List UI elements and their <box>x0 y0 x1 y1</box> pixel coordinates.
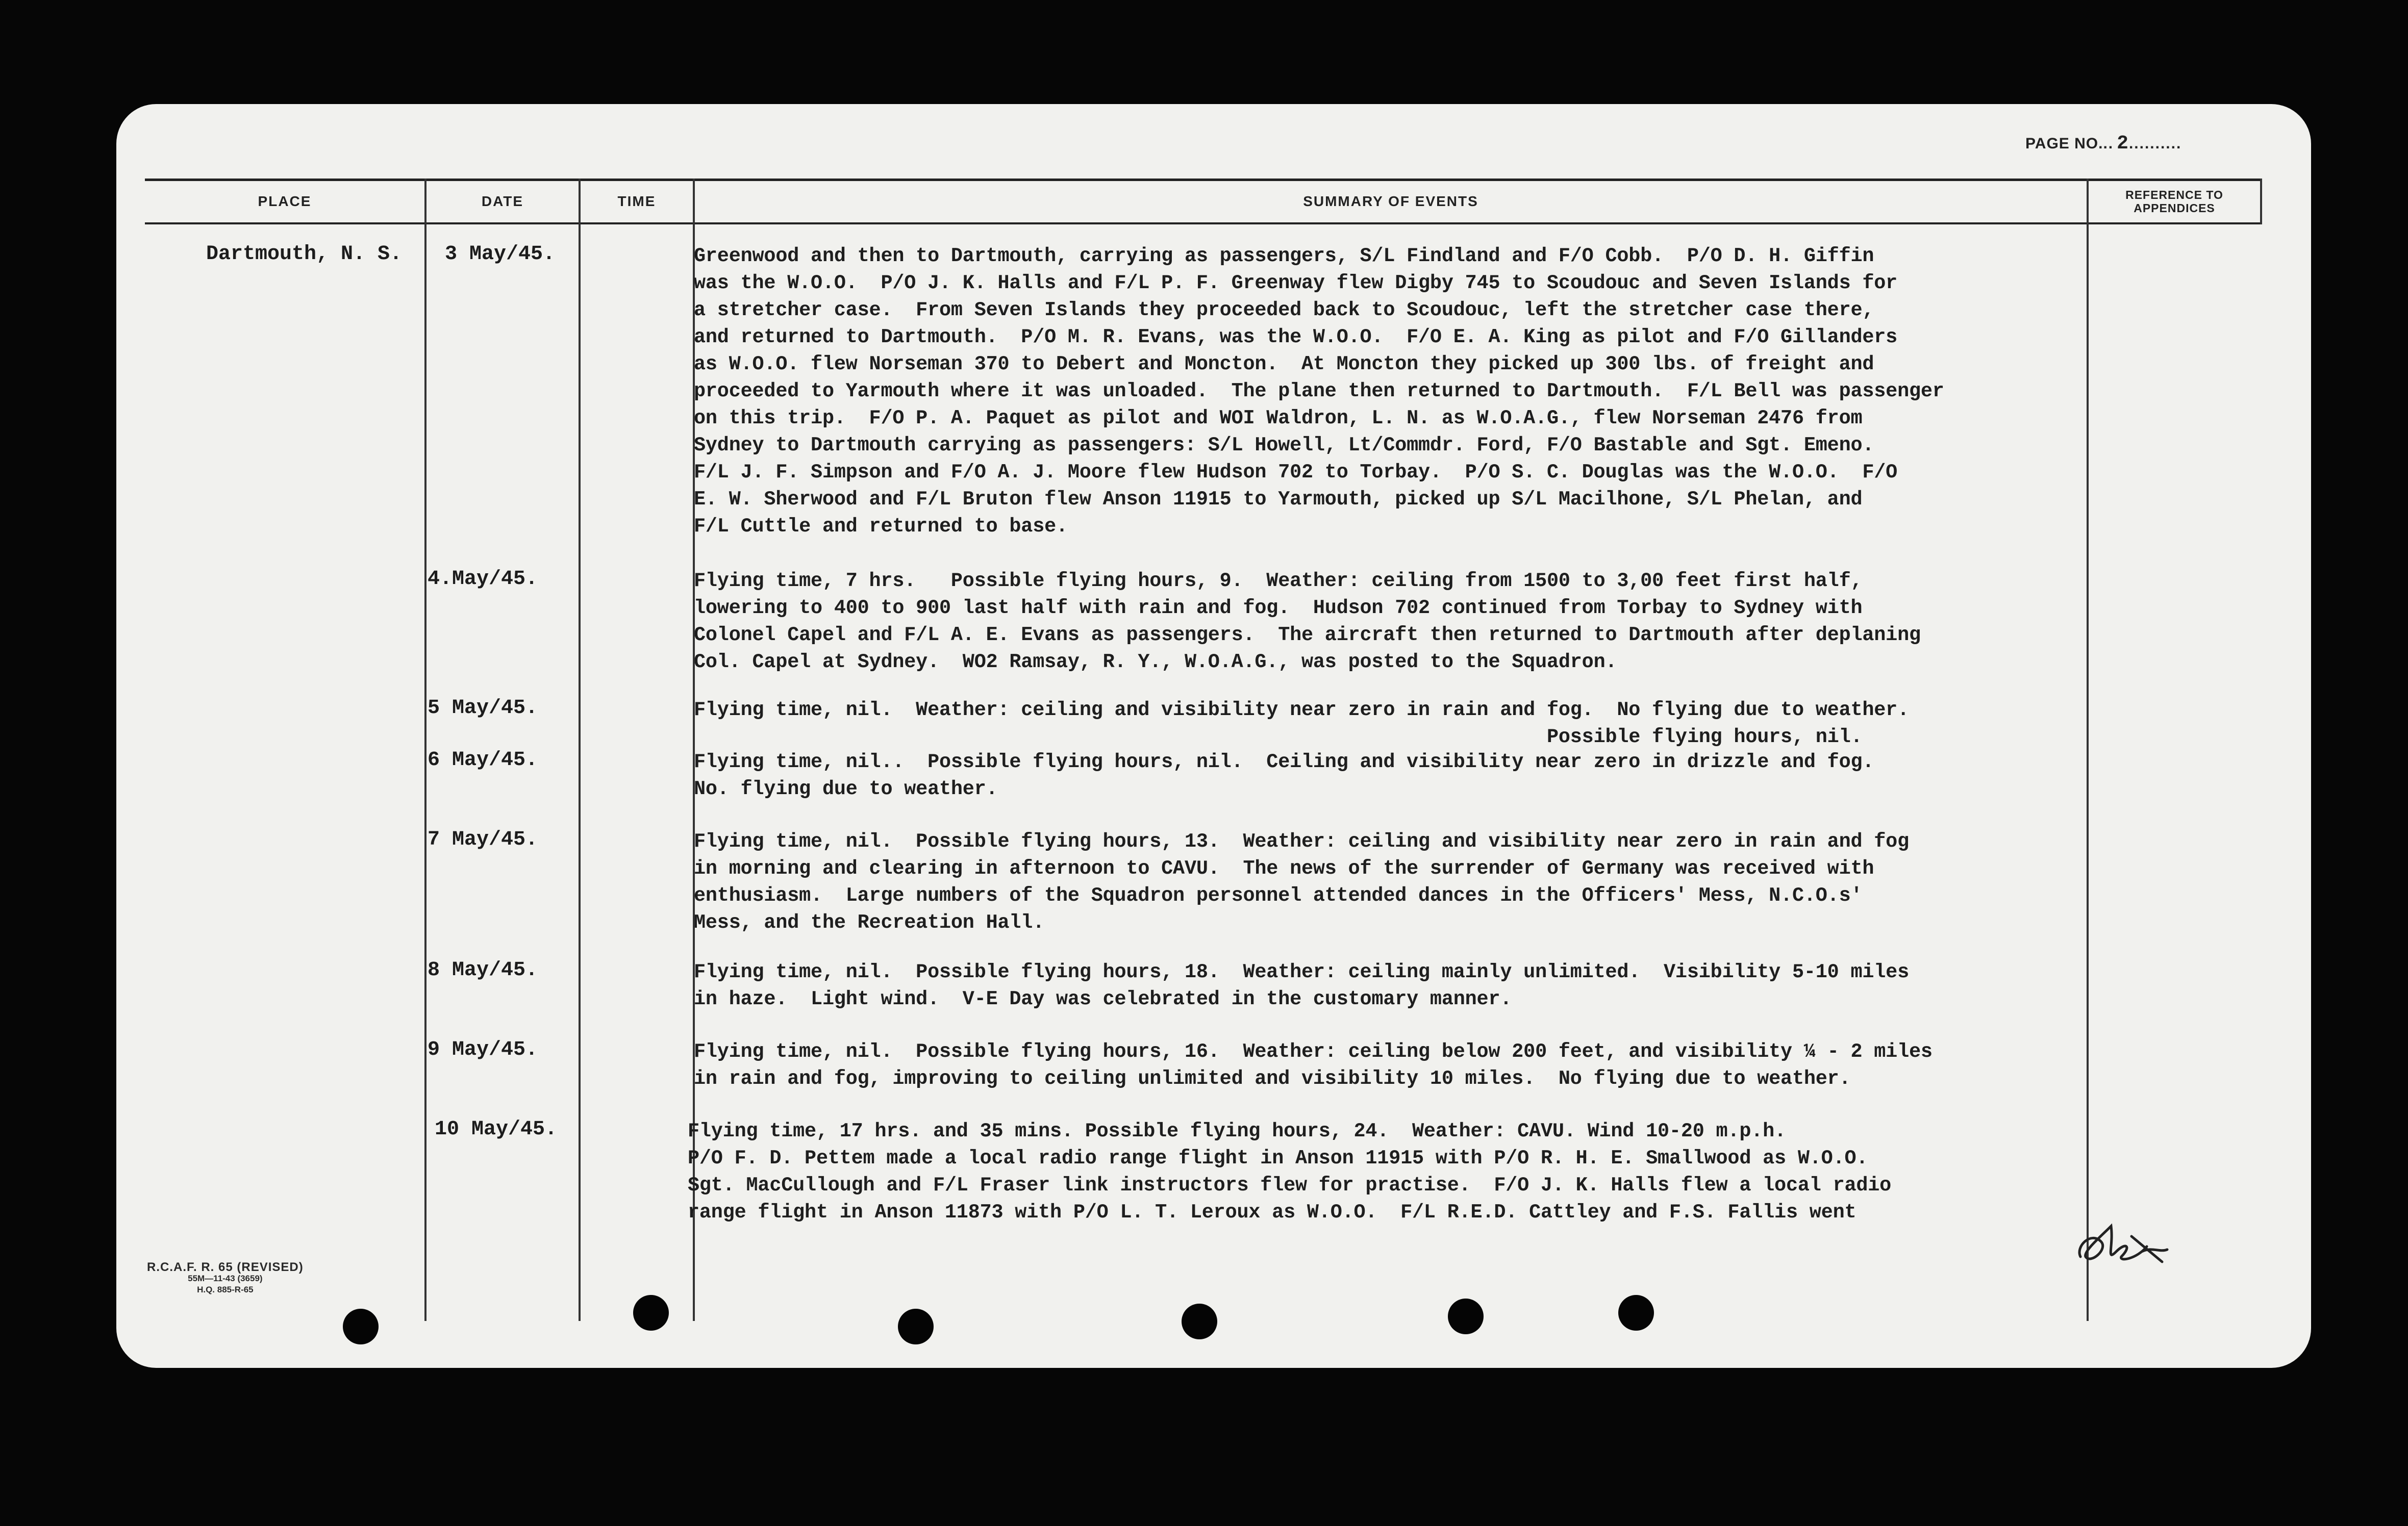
entry-summary: Flying time, nil. Weather: ceiling and visibility near zero in rain and fog. No flying due to weather. Possible flying hours, nil. <box>694 699 1909 748</box>
entry-date: 7 May/45. <box>428 828 538 851</box>
entry-summary: Flying time, 7 hrs. Possible flying hours, 9. Weather: ceiling from 1500 to 3,00 feet first half, lowering to 400 to 900 last half with rain and fog. Hudson 702 continued from Torbay to Sydney with Colonel Capel and F/L A. E. Evans as passengers. The aircraft then returned to Dartmouth after deplaning Col. Capel at Sydney. WO2 Ramsay, R. Y., W.O.A.G., was posted to the Squadron. <box>694 570 1921 673</box>
binder-hole <box>1618 1295 1654 1331</box>
entry-date: 3 May/45. <box>445 243 556 266</box>
entry-date: 4.May/45. <box>428 568 538 591</box>
column-header-date: DATE <box>481 193 524 209</box>
entry-date: 8 May/45. <box>428 959 538 982</box>
entry-date: 5 May/45. <box>428 697 538 720</box>
entry-summary: Greenwood and then to Dartmouth, carrying as passengers, S/L Findland and F/O Cobb. P/O D. H. Giffin was the W.O.O. P/O J. K. Halls and F/L P. F. Greenway flew Digby 745 to Scoudouc and Seven Islands for a stretcher case. From Seven Islands they proceeded back to Scoudouc, left the stretcher case there, and returned to Dartmouth. P/O M. R. Evans, was the W.O.O. F/O E. A. King as pilot and F/O Gillanders as W.O.O. flew Norseman 370 to Debert and Moncton. At Moncton they picked up 300 lbs. of freight and proceeded to Yarmouth where it was unloaded. The plane then returned to Dartmouth. F/L Bell was passenger on this trip. F/O P. A. Paquet as pilot and WOI Waldron, L. N. as W.O.A.G., flew Norseman 2476 from Sydney to Dartmouth carrying as passengers: S/L Howell, Lt/Commdr. Ford, F/O Bastable and Sgt. Emeno. F/L J. F. Simpson and F/O A. J. Moore flew Hudson 702 to Torbay. P/O S. C. Douglas was the W.O.O. F/O E. W. Sherwood and F/L Bruton flew Anson 11915 to Yarmouth, picked up S/L Macilhone, S/L Phelan, and F/L Cuttle and returned to base. <box>694 245 1944 538</box>
place-value: Dartmouth, N. S. <box>206 243 403 266</box>
form-number: R.C.A.F. R. 65 (REVISED) <box>147 1260 304 1274</box>
column-header-time: TIME <box>617 193 656 209</box>
header-bottom-rule <box>145 222 2262 224</box>
column-header-place: PLACE <box>258 193 312 209</box>
entry-date: 6 May/45. <box>428 749 538 772</box>
entry-date: 10 May/45. <box>435 1118 558 1141</box>
entry-date: 9 May/45. <box>428 1038 538 1061</box>
page-number-value: 2 <box>2117 133 2129 155</box>
page-number-label: PAGE NO. <box>2025 135 2103 152</box>
entry-summary: Flying time, 17 hrs. and 35 mins. Possible flying hours, 24. Weather: CAVU. Wind 10-20 m.p.h. P/O F. D. Pettem made a local radio range flight in Anson 11915 with P/O R. H. E. Smallwood as W.O.O. Sgt. MacCullough and F/L Fraser link instructors flew for practise. F/O J. K. Halls flew a local radio range flight in Anson 11873 with P/O L. T. Leroux as W.O.O. F/L R.E.D. Cattley and F.S. Fallis went <box>688 1120 1892 1224</box>
operations-record-card <box>116 104 2311 1368</box>
table-right-edge <box>2260 179 2262 224</box>
binder-hole <box>898 1309 934 1344</box>
place-column-divider <box>424 179 427 1321</box>
binder-hole <box>633 1295 669 1331</box>
binder-hole <box>1182 1304 1217 1339</box>
binder-hole <box>343 1309 379 1344</box>
entry-summary: Flying time, nil. Possible flying hours, 16. Weather: ceiling below 200 feet, and visibility ¼ - 2 miles in rain and fog, improving to ceiling unlimited and visibility 10 miles. No flying due to weather. <box>694 1040 1933 1090</box>
page-number: PAGE NO... 2.......... <box>2025 133 2182 155</box>
column-header-reference: REFERENCE TO APPENDICES <box>2125 188 2223 215</box>
entry-summary: Flying time, nil.. Possible flying hours, nil. Ceiling and visibility near zero in drizzle and fog. No. flying due to weather. <box>694 751 1874 800</box>
binder-hole <box>1448 1299 1484 1334</box>
entry-summary: Flying time, nil. Possible flying hours, 13. Weather: ceiling and visibility near zero in rain and fog in morning and clearing in afternoon to CAVU. The news of the surrender of Germany was received with enthusiasm. Large numbers of the Squadron personnel attended dances in the Officers' Mess, N.C.O.s' Mess, and the Recreation Hall. <box>694 830 1909 934</box>
print-code: 55M—11-43 (3659) <box>188 1274 263 1283</box>
table-top-rule <box>145 179 2262 181</box>
hq-reference: H.Q. 885-R-65 <box>197 1285 254 1294</box>
entry-summary: Flying time, nil. Possible flying hours, 18. Weather: ceiling mainly unlimited. Visibility 5-10 miles in haze. Light wind. V-E Day was celebrated in the customary manner. <box>694 961 1909 1010</box>
initials-signature <box>2070 1216 2172 1272</box>
column-header-summary: SUMMARY OF EVENTS <box>1303 193 1478 209</box>
form-footer <box>147 1262 304 1295</box>
